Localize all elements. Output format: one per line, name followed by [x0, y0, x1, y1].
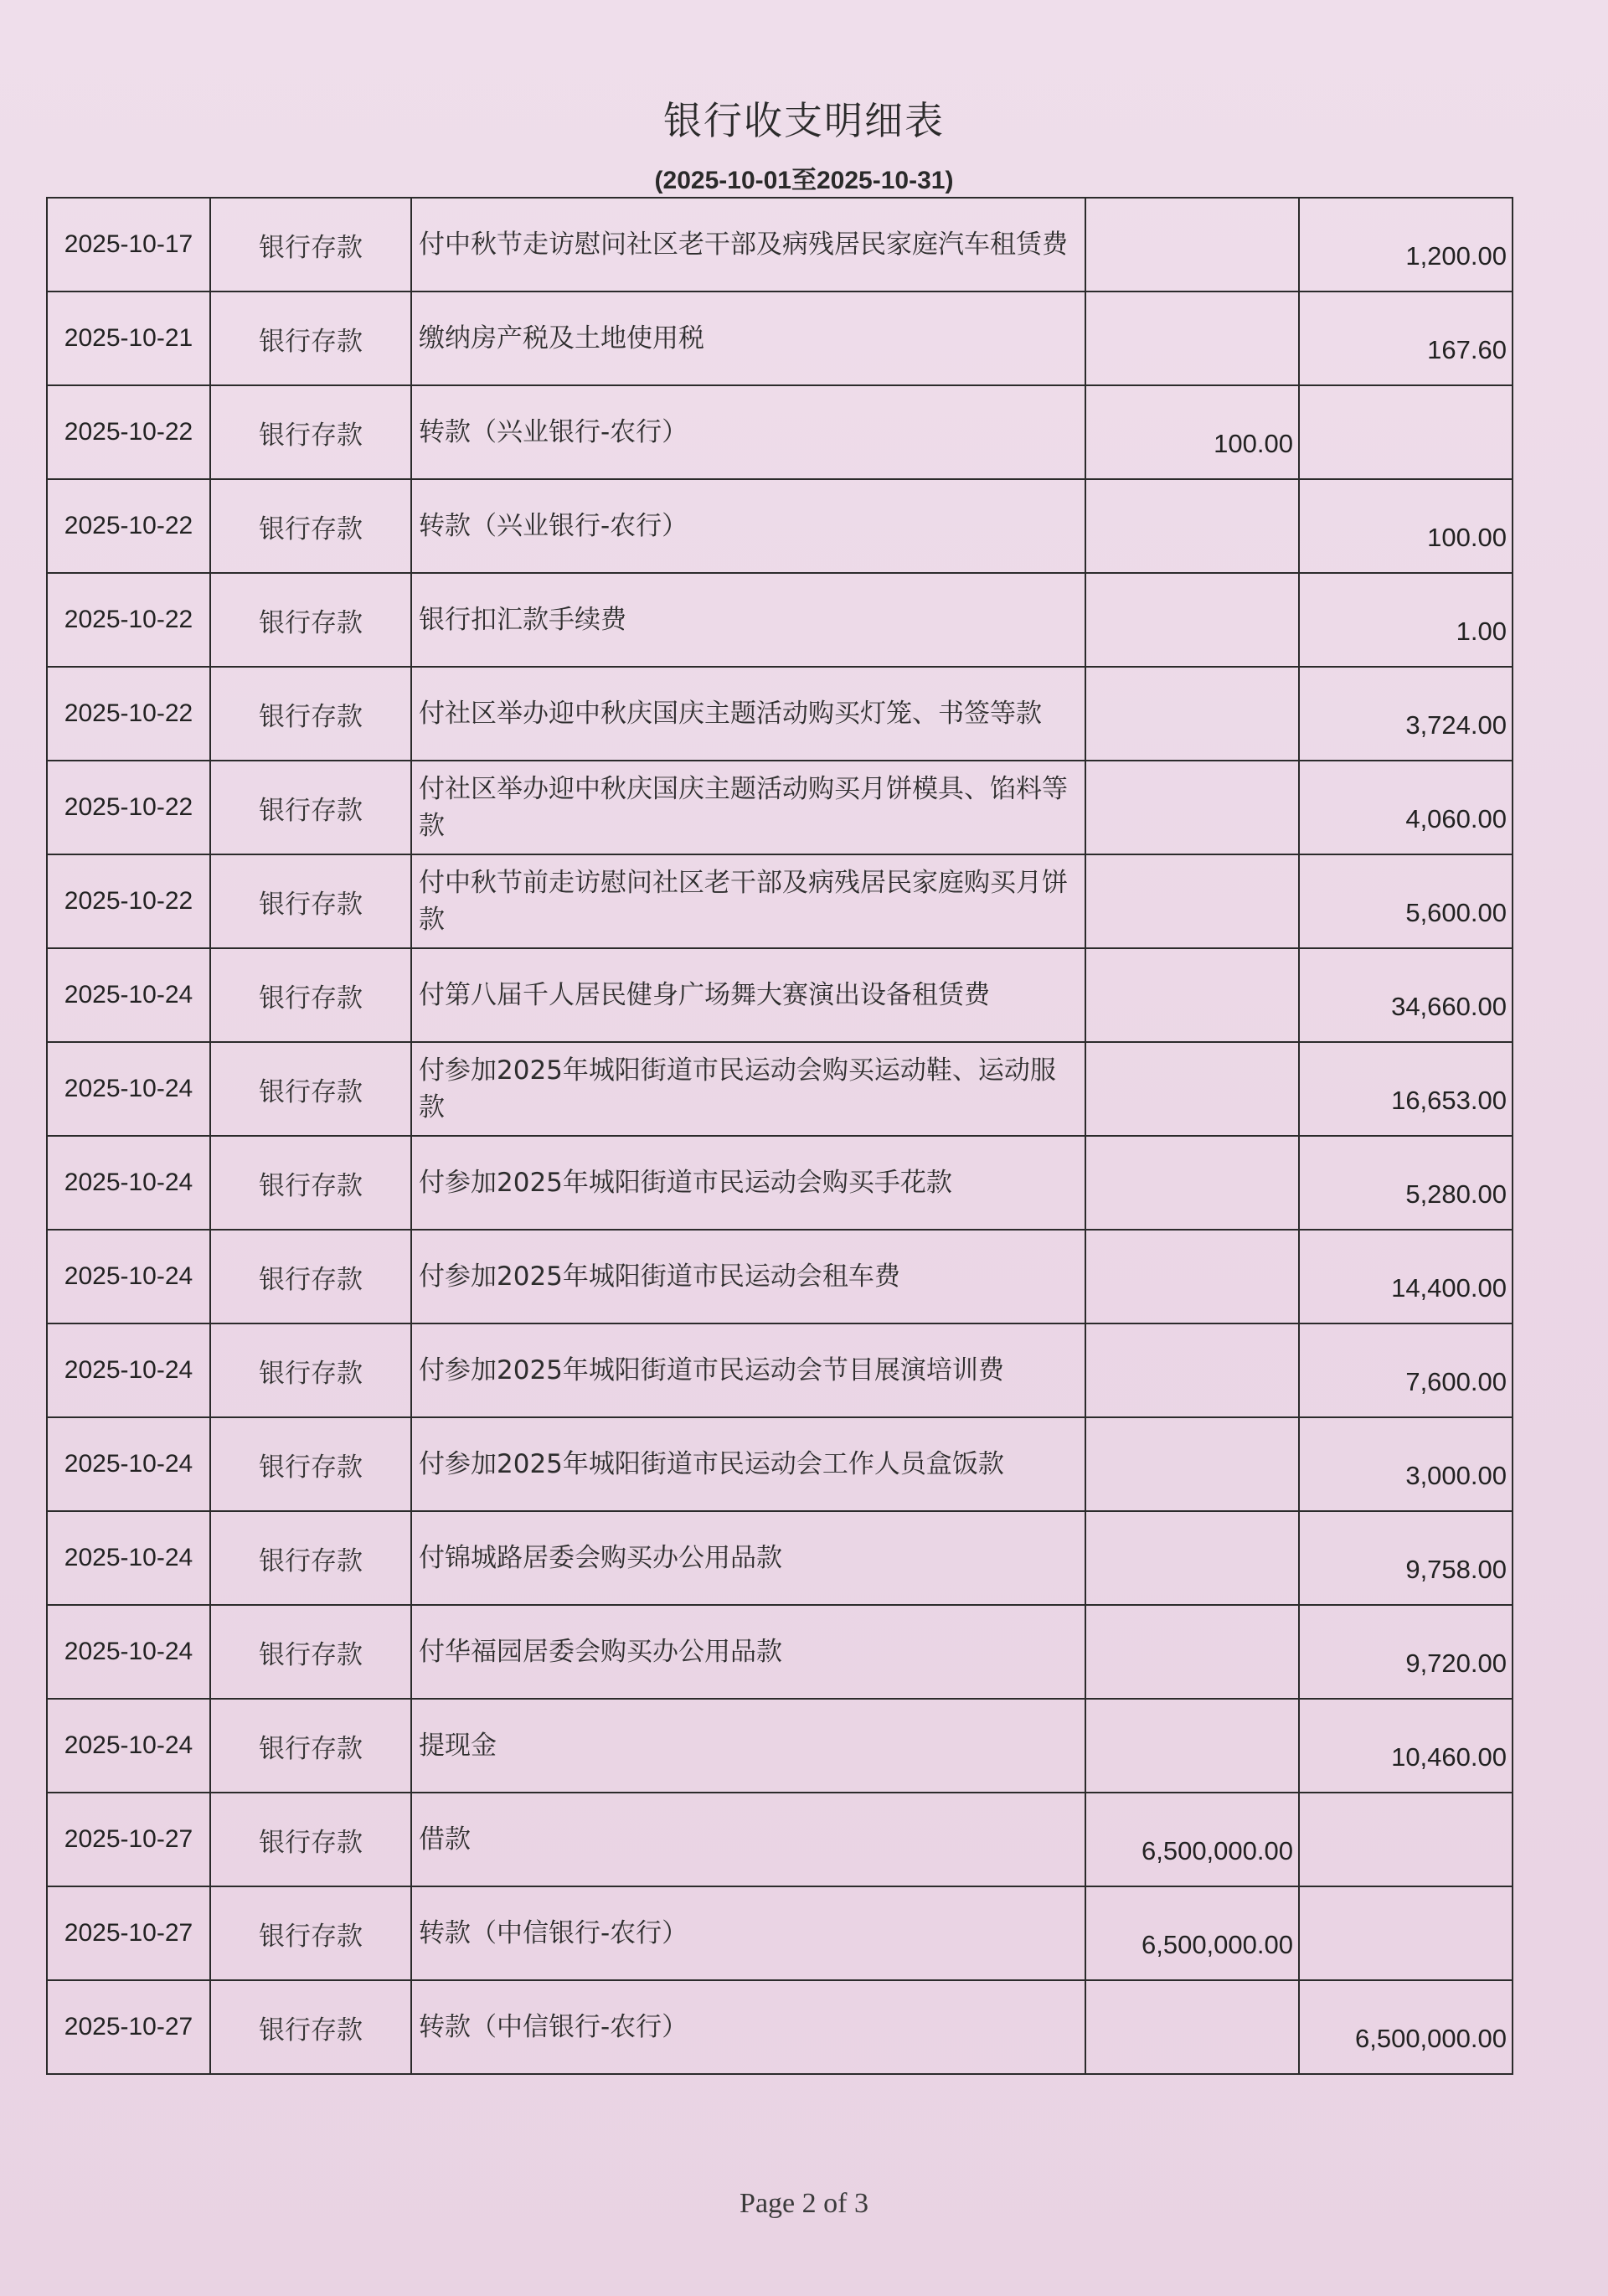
credit-cell: 7,600.00	[1299, 1323, 1513, 1417]
debit-cell	[1085, 854, 1299, 948]
credit-cell: 3,724.00	[1299, 667, 1513, 761]
description-cell: 付参加2025年城阳街道市民运动会购买手花款	[411, 1136, 1085, 1230]
table-row	[47, 761, 1513, 854]
credit-cell: 6,500,000.00	[1299, 1980, 1513, 2074]
credit-cell: 4,060.00	[1299, 761, 1513, 854]
table-row	[47, 1511, 1513, 1605]
table-row	[47, 385, 1513, 479]
account-cell: 银行存款	[210, 198, 411, 292]
credit-cell: 167.60	[1299, 292, 1513, 385]
table-row	[47, 667, 1513, 761]
ledger-body	[47, 198, 1513, 2074]
table-row	[47, 948, 1513, 1042]
account-cell: 银行存款	[210, 1136, 411, 1230]
date-cell: 2025-10-22	[47, 385, 210, 479]
account-cell: 银行存款	[210, 385, 411, 479]
date-cell: 2025-10-22	[47, 667, 210, 761]
credit-cell	[1299, 385, 1513, 479]
table-row	[47, 1699, 1513, 1793]
description-cell: 付参加2025年城阳街道市民运动会工作人员盒饭款	[411, 1417, 1085, 1511]
table-row	[47, 198, 1513, 292]
description-cell: 付社区举办迎中秋庆国庆主题活动购买灯笼、书签等款	[411, 667, 1085, 761]
account-cell: 银行存款	[210, 573, 411, 667]
date-cell: 2025-10-22	[47, 573, 210, 667]
date-cell: 2025-10-24	[47, 1605, 210, 1699]
account-cell: 银行存款	[210, 948, 411, 1042]
debit-cell	[1085, 292, 1299, 385]
table-row	[47, 1793, 1513, 1886]
debit-cell	[1085, 1417, 1299, 1511]
ledger-table	[46, 197, 1513, 2075]
account-cell: 银行存款	[210, 1605, 411, 1699]
debit-cell	[1085, 761, 1299, 854]
debit-cell: 100.00	[1085, 385, 1299, 479]
page-title: 银行收支明细表	[663, 98, 945, 143]
account-cell: 银行存款	[210, 1699, 411, 1793]
credit-cell: 14,400.00	[1299, 1230, 1513, 1323]
description-cell: 付中秋节走访慰问社区老干部及病残居民家庭汽车租赁费	[411, 198, 1085, 292]
credit-cell: 10,460.00	[1299, 1699, 1513, 1793]
table-row	[47, 1886, 1513, 1980]
debit-cell	[1085, 1136, 1299, 1230]
description-cell: 付社区举办迎中秋庆国庆主题活动购买月饼模具、馅料等款	[411, 761, 1085, 854]
account-cell: 银行存款	[210, 761, 411, 854]
debit-cell	[1085, 1230, 1299, 1323]
table-row	[47, 1417, 1513, 1511]
debit-cell	[1085, 198, 1299, 292]
description-cell: 转款（中信银行-农行）	[411, 1886, 1085, 1980]
debit-cell	[1085, 667, 1299, 761]
debit-cell	[1085, 1323, 1299, 1417]
date-cell: 2025-10-17	[47, 198, 210, 292]
date-cell: 2025-10-24	[47, 1511, 210, 1605]
date-cell: 2025-10-24	[47, 1699, 210, 1793]
credit-cell: 3,000.00	[1299, 1417, 1513, 1511]
account-cell: 银行存款	[210, 1230, 411, 1323]
date-cell: 2025-10-24	[47, 1042, 210, 1136]
description-cell: 付锦城路居委会购买办公用品款	[411, 1511, 1085, 1605]
table-row	[47, 854, 1513, 948]
credit-cell: 1.00	[1299, 573, 1513, 667]
credit-cell: 16,653.00	[1299, 1042, 1513, 1136]
credit-cell: 5,280.00	[1299, 1136, 1513, 1230]
account-cell: 银行存款	[210, 479, 411, 573]
description-cell: 转款（兴业银行-农行）	[411, 479, 1085, 573]
credit-cell	[1299, 1886, 1513, 1980]
account-cell: 银行存款	[210, 1793, 411, 1886]
account-cell: 银行存款	[210, 1511, 411, 1605]
credit-cell: 9,758.00	[1299, 1511, 1513, 1605]
debit-cell	[1085, 1511, 1299, 1605]
account-cell: 银行存款	[210, 1042, 411, 1136]
description-cell: 转款（兴业银行-农行）	[411, 385, 1085, 479]
date-cell: 2025-10-24	[47, 1323, 210, 1417]
table-row	[47, 479, 1513, 573]
table-row	[47, 1042, 1513, 1136]
date-cell: 2025-10-24	[47, 1136, 210, 1230]
account-cell: 银行存款	[210, 292, 411, 385]
credit-cell: 1,200.00	[1299, 198, 1513, 292]
account-cell: 银行存款	[210, 1323, 411, 1417]
description-cell: 银行扣汇款手续费	[411, 573, 1085, 667]
page-number: Page 2 of 3	[740, 2188, 868, 2219]
date-cell: 2025-10-24	[47, 1417, 210, 1511]
credit-cell: 9,720.00	[1299, 1605, 1513, 1699]
description-cell: 付参加2025年城阳街道市民运动会节目展演培训费	[411, 1323, 1085, 1417]
debit-cell	[1085, 479, 1299, 573]
date-cell: 2025-10-24	[47, 948, 210, 1042]
date-cell: 2025-10-22	[47, 479, 210, 573]
credit-cell	[1299, 1793, 1513, 1886]
date-cell: 2025-10-21	[47, 292, 210, 385]
date-cell: 2025-10-22	[47, 761, 210, 854]
credit-cell: 5,600.00	[1299, 854, 1513, 948]
account-cell: 银行存款	[210, 667, 411, 761]
table-row	[47, 292, 1513, 385]
debit-cell	[1085, 1042, 1299, 1136]
description-cell: 付中秋节前走访慰问社区老干部及病残居民家庭购买月饼款	[411, 854, 1085, 948]
date-cell: 2025-10-27	[47, 1980, 210, 2074]
description-cell: 转款（中信银行-农行）	[411, 1980, 1085, 2074]
account-cell: 银行存款	[210, 1980, 411, 2074]
date-cell: 2025-10-24	[47, 1230, 210, 1323]
description-cell: 付参加2025年城阳街道市民运动会购买运动鞋、运动服款	[411, 1042, 1085, 1136]
date-cell: 2025-10-27	[47, 1793, 210, 1886]
date-range: (2025-10-01至2025-10-31)	[654, 167, 954, 194]
account-cell: 银行存款	[210, 854, 411, 948]
description-cell: 缴纳房产税及土地使用税	[411, 292, 1085, 385]
table-row	[47, 1323, 1513, 1417]
description-cell: 付第八届千人居民健身广场舞大赛演出设备租赁费	[411, 948, 1085, 1042]
date-cell: 2025-10-27	[47, 1886, 210, 1980]
debit-cell	[1085, 573, 1299, 667]
debit-cell: 6,500,000.00	[1085, 1886, 1299, 1980]
account-cell: 银行存款	[210, 1886, 411, 1980]
description-cell: 借款	[411, 1793, 1085, 1886]
account-cell: 银行存款	[210, 1417, 411, 1511]
table-row	[47, 1980, 1513, 2074]
table-row	[47, 1230, 1513, 1323]
table-row	[47, 573, 1513, 667]
date-cell: 2025-10-22	[47, 854, 210, 948]
description-cell: 提现金	[411, 1699, 1085, 1793]
debit-cell: 6,500,000.00	[1085, 1793, 1299, 1886]
credit-cell: 34,660.00	[1299, 948, 1513, 1042]
debit-cell	[1085, 1699, 1299, 1793]
description-cell: 付参加2025年城阳街道市民运动会租车费	[411, 1230, 1085, 1323]
debit-cell	[1085, 948, 1299, 1042]
debit-cell	[1085, 1605, 1299, 1699]
credit-cell: 100.00	[1299, 479, 1513, 573]
table-row	[47, 1136, 1513, 1230]
table-row	[47, 1605, 1513, 1699]
debit-cell	[1085, 1980, 1299, 2074]
description-cell: 付华福园居委会购买办公用品款	[411, 1605, 1085, 1699]
